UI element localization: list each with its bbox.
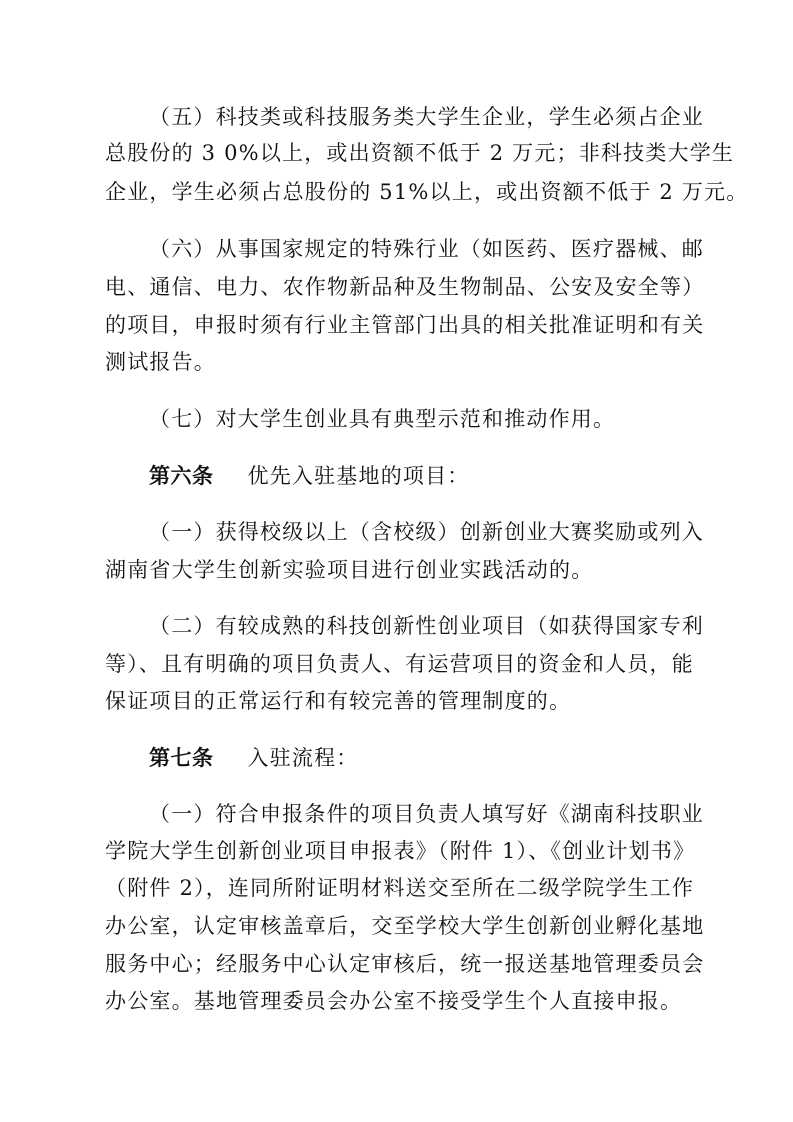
a6-item-2-line-3: 保证项目的正常运行和有较完善的管理制度的。: [105, 689, 572, 713]
a6-item-2-line-1: （二）有较成熟的科技创新性创业项目（如获得国家专利: [149, 614, 704, 638]
article-6-label: 第六条: [149, 464, 214, 488]
article-6-title: 优先入驻基地的项目：: [247, 464, 470, 488]
article-7-title: 入驻流程：: [247, 746, 359, 770]
item-7-line-1: （七）对大学生创业具有典型示范和推动作用。: [149, 407, 616, 431]
item-6-line-2: 电、通信、电力、农作物新品种及生物制品、公安及安全等）: [105, 275, 705, 299]
a7-item-1-line-1: （一）符合申报条件的项目负责人填写好《湖南科技职业: [149, 802, 704, 826]
article-7-label: 第七条: [149, 746, 214, 770]
a6-item-1-line-1: （一）获得校级以上（含校级）创新创业大赛奖励或列入: [149, 520, 704, 544]
a7-item-1-line-5: 服务中心；经服务中心认定审核后，统一报送基地管理委员会: [105, 952, 705, 976]
a7-item-1-line-3: （附件 2），连同所附证明材料送交至所在二级学院学生工作: [105, 876, 695, 900]
item-5-line-3: 企业，学生必须占总股份的 51%以上，或出资额不低于 2 万元。: [105, 180, 749, 204]
item-5-line-1: （五）科技类或科技服务类大学生企业，学生必须占企业: [149, 105, 704, 129]
item-6-line-1: （六）从事国家规定的特殊行业（如医药、医疗器械、邮: [149, 237, 704, 261]
item-6-line-3: 的项目，申报时须有行业主管部门出具的相关批准证明和有关: [105, 313, 705, 337]
item-5-line-2: 总股份的 3 0%以上，或出资额不低于 2 万元；非科技类大学生: [105, 141, 735, 165]
article-6-heading: [149, 459, 685, 493]
a7-item-1-line-4: 办公室，认定审核盖章后，交至学校大学生创新创业孵化基地: [105, 914, 705, 938]
a6-item-1-line-2: 湖南省大学生创新实验项目进行创业实践活动的。: [105, 558, 594, 582]
article-7-heading: [149, 741, 685, 775]
a6-item-2-line-2: 等）、且有明确的项目负责人、有运营项目的资金和人员，能: [105, 652, 694, 676]
item-6-line-4: 测试报告。: [105, 350, 216, 374]
a7-item-1-line-6: 办公室。基地管理委员会办公室不接受学生个人直接申报。: [105, 989, 683, 1013]
a7-item-1-line-2: 学院大学生创新创业项目申报表》（附件 1）、《创业计划书》: [105, 839, 696, 863]
